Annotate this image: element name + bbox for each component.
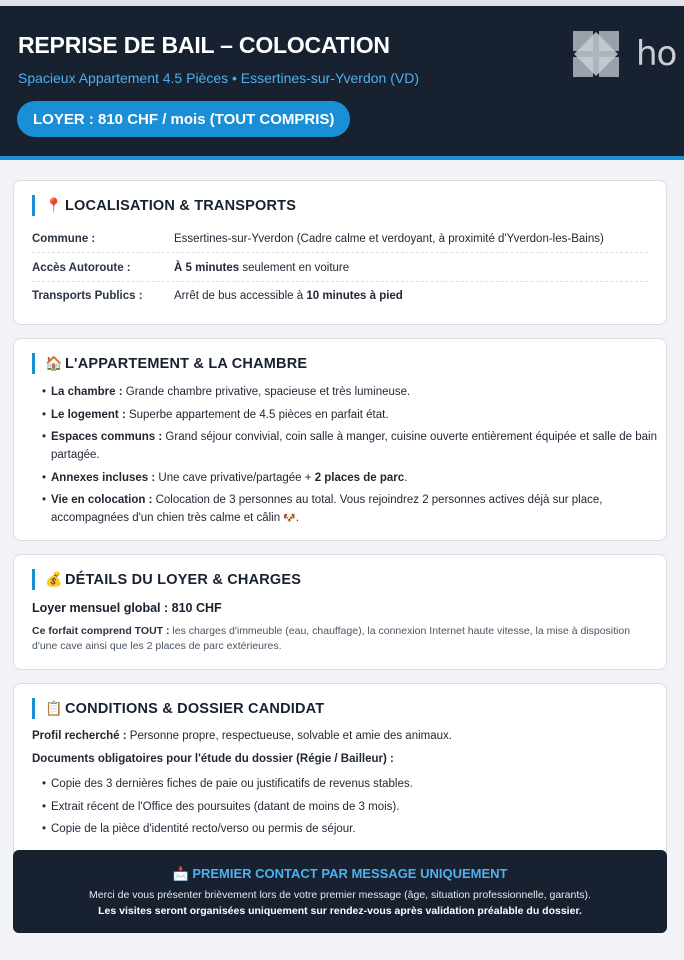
list-item: • La chambre : Grande chambre privative, spacieuse et très lumineuse. — [42, 383, 662, 401]
list-item: • Copie des 3 dernières fiches de paie ou justificatifs de revenus stables. — [42, 775, 662, 793]
money-bag-icon: 💰 — [45, 571, 63, 587]
location-card — [13, 180, 667, 325]
rent-badge: LOYER : 810 CHF / mois (TOUT COMPRIS) — [17, 101, 350, 137]
contact-line-1: Merci de vous présenter brièvement lors de votre premier message (âge, situation professionnelle, garants). — [89, 889, 591, 901]
rent-title: DÉTAILS DU LOYER & CHARGES — [65, 571, 302, 588]
location-title: LOCALISATION & TRANSPORTS — [65, 197, 297, 214]
documents-title: Documents obligatoires pour l'étude du dossier (Régie / Bailleur) : — [32, 753, 394, 765]
dog-icon: 🐶 — [283, 513, 296, 524]
logo-text: ho — [636, 34, 677, 74]
apartment-card — [13, 338, 667, 541]
envelope-icon: 📩 — [172, 866, 189, 881]
list-item: • Vie en colocation : Colocation de 3 personnes au total. Vous rejoindrez 2 personnes actives déjà sur place, accompagnées d'un chien très calme et câlin 🐶. — [42, 491, 662, 528]
commune-row — [32, 225, 648, 253]
list-item: • Annexes incluses : Une cave privative/partagée + 2 places de parc. — [42, 469, 662, 487]
conditions-title: CONDITIONS & DOSSIER CANDIDAT — [65, 700, 325, 717]
highway-label: Accès Autoroute : — [32, 261, 131, 274]
highway-row — [32, 254, 648, 282]
apartment-list — [42, 383, 662, 533]
page-title: REPRISE DE BAIL – COLOCATION — [18, 32, 390, 58]
commune-label: Commune : — [32, 232, 96, 245]
rent-total: Loyer mensuel global : 810 CHF — [32, 601, 222, 615]
clipboard-icon: 📋 — [45, 700, 63, 716]
conditions-card — [13, 683, 667, 858]
header-banner — [0, 6, 684, 160]
apartment-title: L'APPARTEMENT & LA CHAMBRE — [65, 355, 308, 372]
public-transport-value: Arrêt de bus accessible à 10 minutes à pied — [174, 290, 403, 302]
list-item: • Copie de la pièce d'identité recto/verso ou permis de séjour. — [42, 820, 662, 838]
rent-card — [13, 554, 667, 670]
contact-title: 📩 PREMIER CONTACT PAR MESSAGE UNIQUEMENT — [172, 866, 508, 881]
house-icon: 🏠 — [45, 355, 63, 371]
apartment-heading — [32, 353, 307, 374]
homegate-x-logo-icon — [570, 28, 622, 80]
conditions-heading — [32, 698, 324, 719]
public-transport-row — [32, 282, 648, 310]
rent-heading — [32, 569, 301, 590]
rent-includes: Ce forfait comprend TOUT : les charges d'immeuble (eau, chauffage), la connexion Internet haute vitesse, la mise à disposition d'une cave ainsi que les 2 places de parc extérieures. — [32, 625, 631, 652]
profile-line: Profil recherché : Personne propre, respectueuse, solvable et amie des animaux. — [32, 730, 452, 742]
list-item: • Le logement : Superbe appartement de 4.5 pièces en parfait état. — [42, 406, 662, 424]
public-transport-label: Transports Publics : — [32, 290, 143, 302]
documents-list — [42, 775, 662, 843]
list-item: • Espaces communs : Grand séjour convivial, coin salle à manger, cuisine ouverte entièrement équipée et salle de bain partagée. — [42, 428, 662, 464]
contact-line-2: Les visites seront organisées uniquement sur rendez-vous après validation préalable du dossier. — [98, 905, 582, 917]
highway-value: À 5 minutes seulement en voiture — [174, 261, 350, 274]
contact-banner — [13, 850, 667, 933]
page-subtitle: Spacieux Appartement 4.5 Pièces • Essertines-sur-Yverdon (VD) — [18, 70, 419, 86]
location-heading — [32, 195, 296, 216]
list-item: • Extrait récent de l'Office des poursuites (datant de moins de 3 mois). — [42, 798, 662, 816]
commune-value: Essertines-sur-Yverdon (Cadre calme et verdoyant, à proximité d'Yverdon-les-Bains) — [174, 232, 604, 245]
pin-icon: 📍 — [45, 197, 63, 213]
